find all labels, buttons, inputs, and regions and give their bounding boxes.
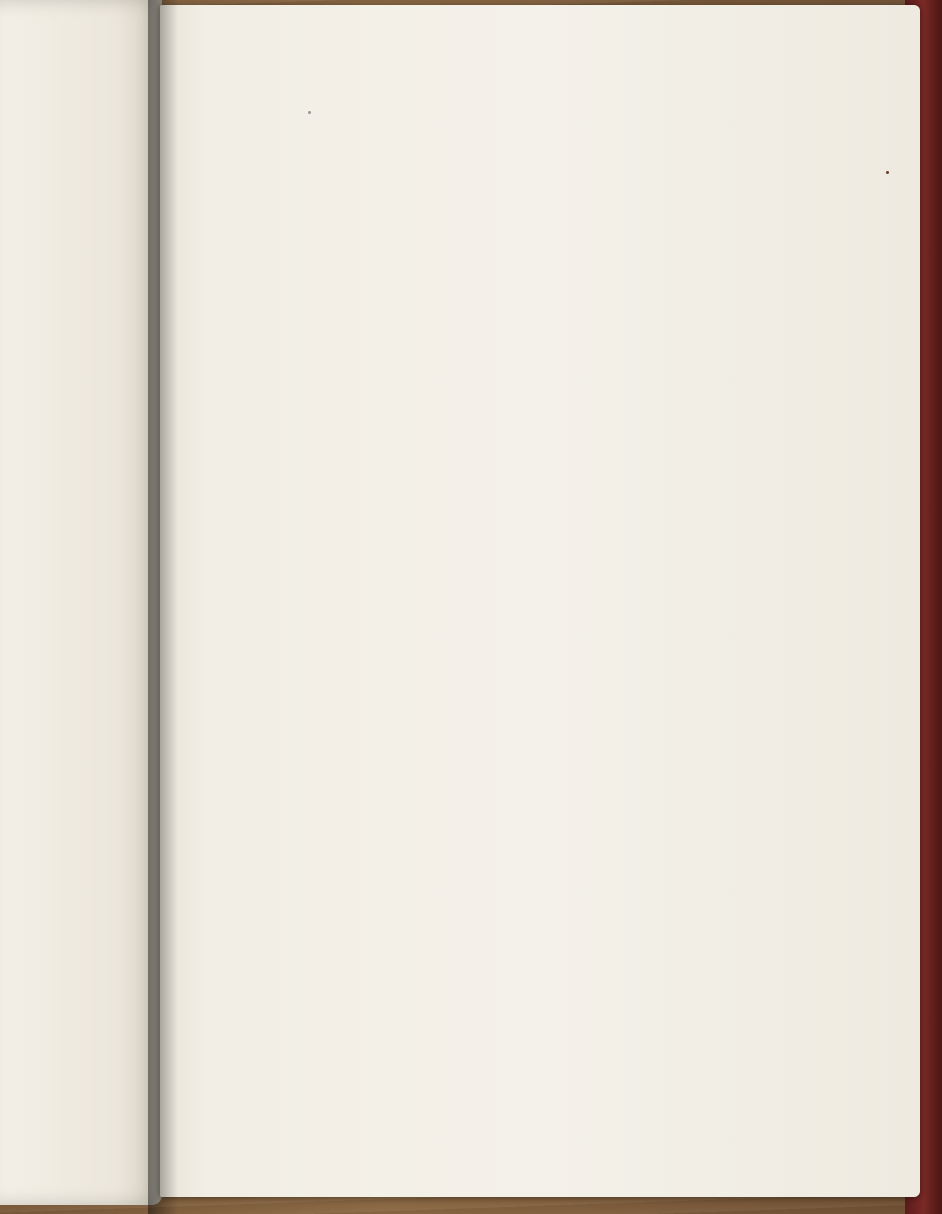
left-page <box>0 0 162 1205</box>
paper-speck <box>308 111 311 114</box>
paper-speck <box>886 171 889 174</box>
right-page <box>160 5 920 1197</box>
left-page-text <box>0 0 162 1205</box>
page-gutter-shadow <box>148 0 178 1214</box>
